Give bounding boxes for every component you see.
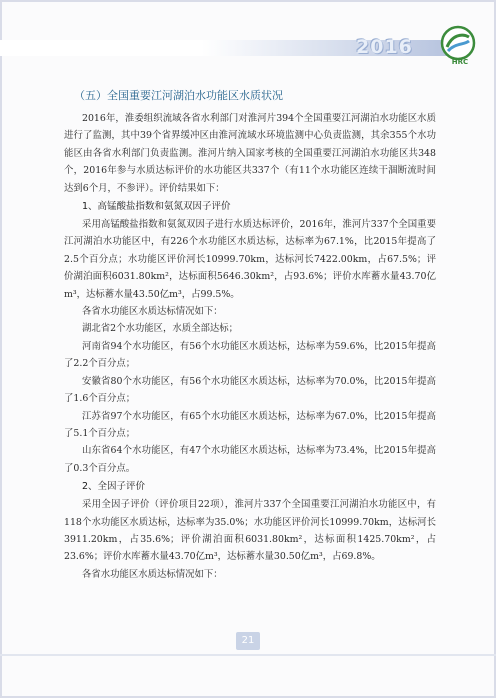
bottom-band: [0, 654, 496, 656]
province-item-henan: 河南省94个水功能区，有56个水功能区水质达标，达标率为59.6%，比2015年提高了2.2个百分点；: [64, 340, 436, 370]
main-content: [64, 88, 436, 583]
intro-paragraph: 2016年，淮委组织流域各省水利部门对淮河片394个全国重要江河湖泊水功能区水质进行了监测，其中39个省界缓冲区由淮河流域水环境监测中心负责监测，其余355个水功能区由各省水利部门负责监测。淮河片纳入国家考核的全国重要江河湖泊水功能区共348个，2016年参与水质达标评价的水功能区共337个（有11个水功能区连续干涸断流时间达到6个月，不参评）。评价结果如下：: [64, 113, 436, 194]
province-status-intro: 各省水功能区水质达标情况如下：: [82, 306, 223, 318]
province-item-anhui: 安徽省80个水功能区，有56个水功能区水质达标，达标率为70.0%，比2015年提高了1.6个百分点；: [64, 375, 436, 405]
province-status-intro-2: 各省水功能区水质达标情况如下：: [82, 568, 223, 580]
full-factor-paragraph: 采用全因子评价（评价项目22项），淮河片337个全国重要江河湖泊水功能区中，有118个水功能区水质达标，达标率为35.0%；水功能区评价河长10999.70km，达标河长3911.20km，占35.6%；评价湖泊面积6031.80km²，达标面积1425.70km²，占23.6%；评价水库蓄水量43.70亿m³，达标蓄水量30.50亿m³，占69.8%。: [64, 499, 436, 563]
page-number: 21: [236, 632, 260, 650]
subheading-full-factor: 2、全因子评价: [82, 481, 146, 493]
province-item-shandong: 山东省64个水功能区，有47个水功能区水质达标，达标率为73.4%，比2015年提高了0.3个百分点。: [64, 445, 436, 474]
province-item-jiangsu: 江苏省97个水功能区，有65个水功能区水质达标，达标率为67.0%，比2015年提高了5.1个百分点；: [64, 410, 436, 439]
subheading-double-factor: 1、高锰酸盐指数和氨氮双因子评价: [82, 201, 231, 213]
double-factor-paragraph: 采用高锰酸盐指数和氨氮双因子进行水质达标评价，2016年，淮河片337个全国重要江河湖泊水功能区中，有226个水功能区水质达标，达标率为67.1%，比2015年提高了2.5个百分点；水功能区评价河长10999.70km，达标河长7422.00km，占67.5%；评价湖泊面积6031.80km²，达标面积5646.30km²，占93.6%；评价水库蓄水量43.70亿m³，达标蓄水量43.50亿m³，占99.5%。: [64, 219, 436, 300]
province-item-hubei: 湖北省2个水功能区，水质全部达标；: [82, 323, 238, 335]
year-badge: 2016: [356, 36, 413, 58]
section-title: （五）全国重要江河湖泊水功能区水质状况: [74, 89, 283, 102]
logo-text: HRC: [451, 58, 469, 66]
